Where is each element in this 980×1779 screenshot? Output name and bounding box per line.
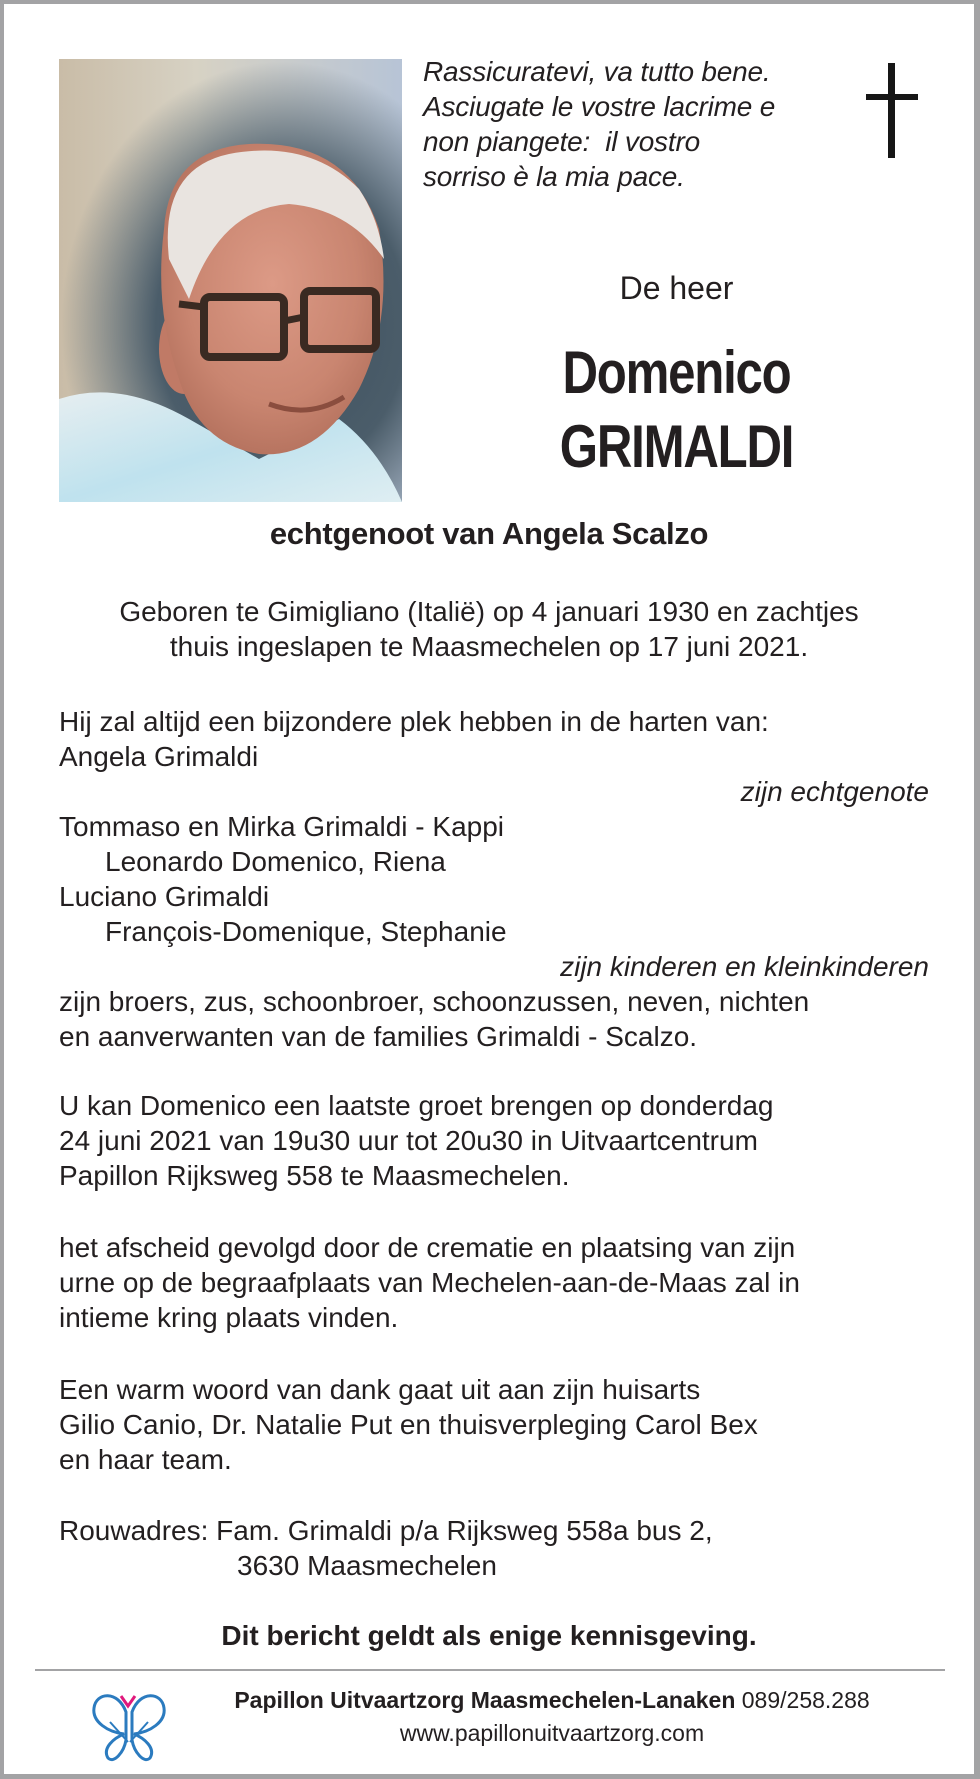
child-name: Luciano Grimaldi — [59, 881, 270, 912]
address-line: Rouwadres: Fam. Grimaldi p/a Rijksweg 558a bus 2, — [59, 1515, 713, 1546]
address-city: 3630 Maasmechelen — [237, 1550, 497, 1581]
butterfly-logo-icon — [88, 1682, 170, 1764]
quote-line: non piangete: il vostro — [423, 126, 700, 157]
quote-line: Rassicuratevi, va tutto bene. — [423, 56, 771, 87]
quote-line: Asciugate le vostre lacrime e — [423, 91, 776, 122]
quote-line: sorriso è la mia pace. — [423, 161, 685, 192]
visitation-line: U kan Domenico een laatste groet brengen op donderdag — [59, 1090, 774, 1121]
death-line: thuis ingeslapen te Maasmechelen op 17 juni 2021. — [169, 631, 809, 662]
farewell-section — [59, 1230, 929, 1335]
spouse-name: Angela Grimaldi — [59, 741, 259, 772]
thanks-line: Een warm woord van dank gaat uit aan zijn huisarts — [59, 1374, 701, 1405]
child-name: Tommaso en Mirka Grimaldi - Kappi — [59, 811, 505, 842]
cross-icon — [866, 63, 918, 158]
birth-line: Geboren te Gimigliano (Italië) op 4 januari 1930 en zachtjes — [119, 596, 859, 627]
thanks-line: Gilio Canio, Dr. Natalie Put en thuisverpleging Carol Bex — [59, 1409, 758, 1440]
deceased-photo — [59, 59, 402, 502]
footer-divider — [35, 1669, 945, 1671]
visitation-line: Papillon Rijksweg 558 te Maasmechelen. — [59, 1160, 570, 1191]
grandchildren-names: Leonardo Domenico, Riena — [105, 846, 446, 877]
visitation-line: 24 juni 2021 van 19u30 uur tot 20u30 in Uitvaartcentrum — [59, 1125, 758, 1156]
last-name: GRIMALDI — [559, 413, 794, 480]
funeral-home-website[interactable]: www.papillonuitvaartzorg.com — [399, 1720, 705, 1746]
family-section — [59, 704, 929, 1054]
children-role: zijn kinderen en kleinkinderen — [560, 951, 929, 982]
thanks-line: en haar team. — [59, 1444, 232, 1475]
farewell-line: intieme kring plaats vinden. — [59, 1302, 399, 1333]
funeral-home-name: Papillon Uitvaartzorg Maasmechelen-Lanaken — [234, 1687, 736, 1713]
first-name: Domenico — [562, 339, 791, 406]
birth-death-text — [4, 594, 974, 664]
italian-quote — [423, 54, 843, 194]
obituary-card — [4, 4, 974, 1774]
spouse-role: zijn echtgenote — [740, 776, 929, 807]
farewell-line: het afscheid gevolgd door de crematie en plaatsing van zijn — [59, 1232, 796, 1263]
grandchildren-names: François-Domenique, Stephanie — [105, 916, 507, 947]
title-prefix: De heer — [619, 270, 734, 306]
portrait-image — [59, 59, 402, 502]
family-intro: Hij zal altijd een bijzondere plek hebben in de harten van: — [59, 706, 769, 737]
deceased-name — [535, 336, 818, 484]
thanks-section — [59, 1372, 929, 1477]
funeral-home-info — [182, 1687, 922, 1714]
funeral-home-phone[interactable]: 089/258.288 — [741, 1687, 870, 1713]
closing-notice: Dit bericht geldt als enige kennisgeving. — [221, 1620, 757, 1651]
farewell-line: urne op de begraafplaats van Mechelen-aan-de-Maas zal in — [59, 1267, 800, 1298]
relatives-line: zijn broers, zus, schoonbroer, schoonzussen, neven, nichten — [59, 986, 810, 1017]
visitation-section — [59, 1088, 929, 1193]
mourning-address — [59, 1513, 929, 1583]
relatives-line: en aanverwanten van de families Grimaldi - Scalzo. — [59, 1021, 698, 1052]
spouse-line: echtgenoot van Angela Scalzo — [269, 516, 709, 551]
